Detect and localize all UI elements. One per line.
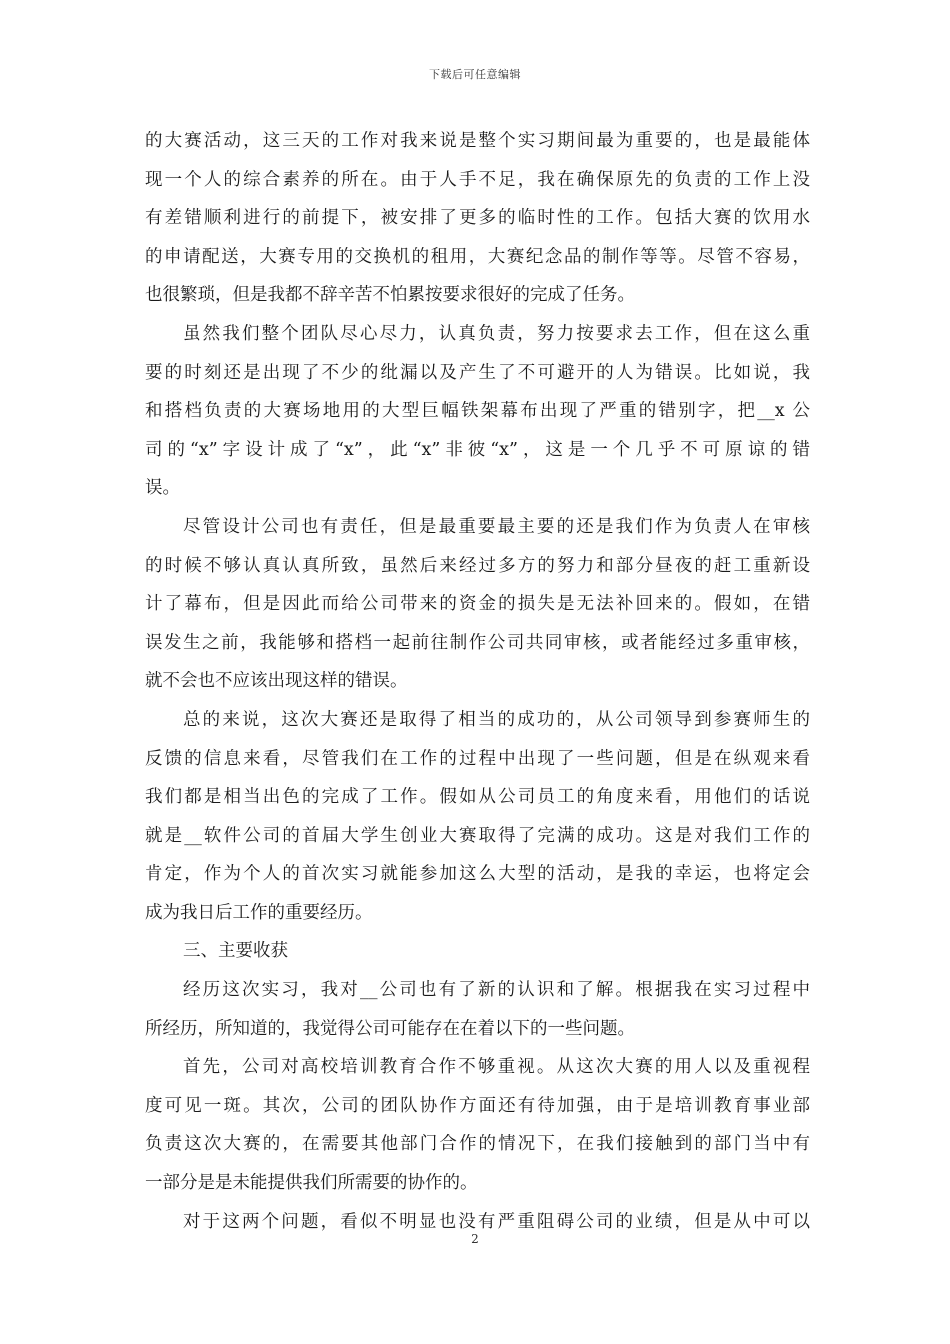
text-line: 就是__软件公司的首届大学生创业大赛取得了完满的成功。这是对我们工作的 bbox=[145, 825, 810, 846]
text-line: 度可见一斑。其次，公司的团队协作方面还有待加强，由于是培训教育事业部 bbox=[145, 1095, 810, 1116]
text-line: 误。 bbox=[145, 478, 180, 499]
page-header: 下载后可任意编辑 bbox=[429, 68, 521, 81]
text-line: 和搭档负责的大赛场地用的大型巨幅铁架幕布出现了严重的错别字，把__x 公 bbox=[145, 401, 810, 422]
text-line: 首先，公司对高校培训教育合作不够重视。从这次大赛的用人以及重视程 bbox=[183, 1057, 810, 1078]
text-line: 尽管设计公司也有责任，但是最重要最主要的还是我们作为负责人在审核 bbox=[183, 516, 810, 537]
text-line: 反馈的信息来看，尽管我们在工作的过程中出现了一些问题，但是在纵观来看 bbox=[145, 748, 810, 769]
text-line: 总的来说，这次大赛还是取得了相当的成功的，从公司领导到参赛师生的 bbox=[183, 709, 810, 730]
text-line: 的时候不够认真认真所致，虽然后来经过多方的努力和部分昼夜的赶工重新设 bbox=[145, 555, 810, 576]
text-line: 的申请配送，大赛专用的交换机的租用，大赛纪念品的制作等等。尽管不容易， bbox=[145, 246, 810, 267]
text-line: 就不会也不应该出现这样的错误。 bbox=[145, 671, 408, 692]
text-line: 负责这次大赛的，在需要其他部门合作的情况下，在我们接触到的部门当中有 bbox=[145, 1134, 810, 1155]
text-line: 也很繁琐，但是我都不辞辛苦不怕累按要求很好的完成了任务。 bbox=[145, 285, 635, 306]
text-line: 现一个人的综合素养的所在。由于人手不足，我在确保原先的负责的工作上没 bbox=[145, 169, 810, 190]
text-line: 一部分是是未能提供我们所需要的协作的。 bbox=[145, 1173, 478, 1194]
document-body bbox=[145, 122, 810, 1241]
text-line: 的大赛活动，这三天的工作对我来说是整个实习期间最为重要的，也是最能体 bbox=[145, 131, 810, 151]
text-line: 虽然我们整个团队尽心尽力，认真负责，努力按要求去工作，但在这么重 bbox=[183, 323, 810, 344]
text-line: 司的“x”字设计成了“x”，此“x”非彼“x”，这是一个几乎不可原谅的错 bbox=[145, 439, 810, 460]
text-line: 经历这次实习，我对__公司也有了新的认识和了解。根据我在实习过程中 bbox=[183, 980, 810, 1001]
text-line: 计了幕布，但是因此而给公司带来的资金的损失是无法补回来的。假如，在错 bbox=[145, 594, 810, 615]
text-line: 对于这两个问题，看似不明显也没有严重阻碍公司的业绩，但是从中可以 bbox=[183, 1211, 810, 1232]
text-line: 三、主要收获 bbox=[183, 941, 288, 962]
text-line: 有差错顺利进行的前提下，被安排了更多的临时性的工作。包括大赛的饮用水 bbox=[145, 208, 810, 229]
text-line: 误发生之前，我能够和搭档一起前往制作公司共同审核，或者能经过多重审核， bbox=[145, 632, 810, 653]
text-line: 所经历，所知道的，我觉得公司可能存在在着以下的一些问题。 bbox=[145, 1018, 635, 1039]
text-line: 要的时刻还是出现了不少的纰漏以及产生了不可避开的人为错误。比如说，我 bbox=[145, 362, 810, 383]
text-line: 我们都是相当出色的完成了工作。假如从公司员工的角度来看，用他们的话说 bbox=[145, 787, 810, 808]
text-line: 肯定，作为个人的首次实习就能参加这么大型的活动，是我的幸运，也将定会 bbox=[145, 864, 810, 885]
page-number: 2 bbox=[471, 1232, 479, 1246]
text-line: 成为我日后工作的重要经历。 bbox=[145, 902, 373, 923]
